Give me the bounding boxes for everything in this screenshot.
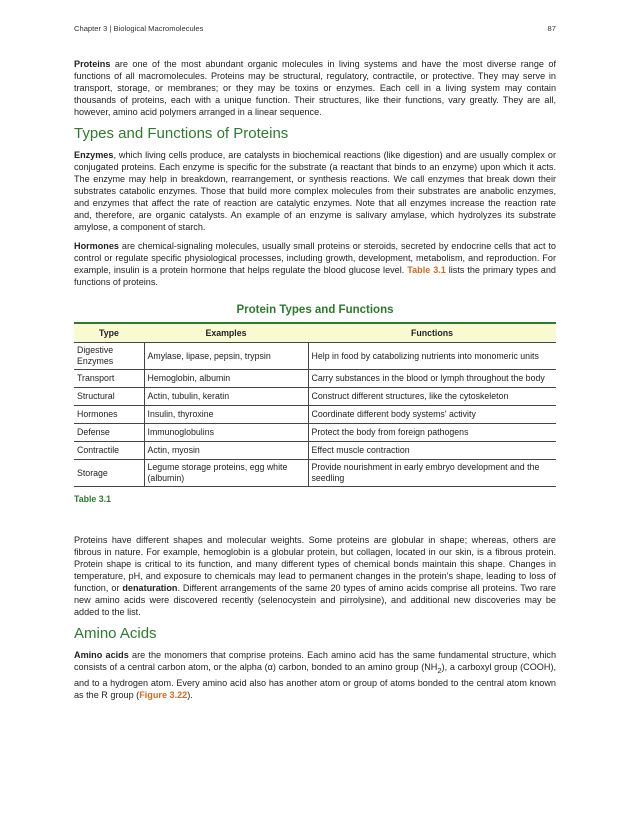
cell-functions: Protect the body from foreign pathogens (308, 424, 556, 442)
table-row (74, 424, 556, 442)
cell-examples: Actin, tubulin, keratin (144, 388, 308, 406)
term-hormones: Hormones (74, 241, 119, 251)
cell-functions: Help in food by catabolizing nutrients into monomeric units (308, 343, 556, 370)
page-content (74, 58, 556, 708)
cell-functions: Provide nourishment in early embryo development and the seedling (308, 460, 556, 487)
protein-types-table (74, 322, 556, 487)
table-row (74, 370, 556, 388)
table-row (74, 406, 556, 424)
hormones-paragraph: Hormones are chemical-signaling molecules, usually small proteins or steroids, secreted by endocrine cells that act to control or regulate specific physiological processes, including growth, development, metabolism, and reproduction. For example, insulin is a protein hormone that helps regulate the blood glucose level. Table 3.1 lists the primary types and functions of proteins. (74, 241, 556, 287)
cell-examples: Actin, myosin (144, 442, 308, 460)
cell-examples: Amylase, lipase, pepsin, trypsin (144, 343, 308, 370)
table-row (74, 460, 556, 487)
table-row (74, 388, 556, 406)
cell-examples: Hemoglobin, albumin (144, 370, 308, 388)
header-type: Type (74, 323, 144, 343)
cell-type: Storage (74, 460, 144, 487)
header-examples: Examples (144, 323, 308, 343)
cell-type: Transport (74, 370, 144, 388)
chapter-title: Chapter 3 | Biological Macromolecules (74, 24, 204, 33)
shape-paragraph: Proteins have different shapes and molecular weights. Some proteins are globular in shape; whereas, others are fibrous in nature. For example, hemoglobin is a globular protein, but collagen, located in our skin, is a fibrous protein. Protein shape is critical to its function, and many different types of chemical bonds maintain this shape. Changes in temperature, pH, and exposure to chemicals may lead to permanent changes in the protein's shape, leading to loss of function, or denaturation. Different arrangements of the same 20 types of amino acids comprise all proteins. Two rare new amino acids were discovered recently (selenocystein and pirrolysine), and additional new discoveries may be added to the list. (74, 535, 556, 617)
term-enzymes: Enzymes (74, 150, 114, 160)
section-heading-types: Types and Functions of Proteins (74, 125, 289, 142)
cell-functions: Effect muscle contraction (308, 442, 556, 460)
cell-type: Defense (74, 424, 144, 442)
cell-type: Structural (74, 388, 144, 406)
table-caption: Table 3.1 (74, 494, 111, 504)
intro-paragraph: Proteins are one of the most abundant organic molecules in living systems and have the most diverse range of functions of all macromolecules. Proteins may be structural, regulatory, contractile, or protective. They may serve in transport, storage, or membranes; or they may be toxins or enzymes. Each cell in a living system may contain thousands of proteins, each with a unique function. Their structures, like their functions, vary greatly. They are all, however, amino acid polymers arranged in a linear sequence. (74, 59, 556, 117)
cell-type: Hormones (74, 406, 144, 424)
term-denaturation: denaturation (122, 583, 178, 593)
cell-type: Digestive Enzymes (74, 343, 144, 370)
page-number: 87 (547, 24, 556, 33)
cell-type: Contractile (74, 442, 144, 460)
term-proteins: Proteins (74, 59, 111, 69)
cell-examples: Immunoglobulins (144, 424, 308, 442)
table-row (74, 343, 556, 370)
table-header-row (74, 323, 556, 343)
term-amino-acids: Amino acids (74, 650, 129, 660)
cell-examples: Legume storage proteins, egg white (albumin) (144, 460, 308, 487)
section-heading-amino-acids: Amino Acids (74, 625, 157, 642)
table-link[interactable]: Table 3.1 (407, 265, 446, 275)
page-header (74, 24, 556, 33)
subscript-2: 2 (437, 665, 442, 675)
table-title: Protein Types and Functions (236, 304, 394, 316)
cell-functions: Construct different structures, like the cytoskeleton (308, 388, 556, 406)
cell-examples: Insulin, thyroxine (144, 406, 308, 424)
enzymes-paragraph: Enzymes, which living cells produce, are catalysts in biochemical reactions (like digestion) and are usually complex or conjugated proteins. Each enzyme is specific for the substrate (a reactant that binds to an enzyme) upon which it acts. The enzyme may help in breakdown, rearrangement, or synthesis reactions. We call enzymes that break down their substrates catabolic enzymes. Those that build more complex molecules from their substrates are anabolic enzymes, and enzymes that affect the rate of reaction are catalytic enzymes. Note that all enzymes increase the reaction rate and, therefore, are organic catalysts. An example of an enzyme is salivary amylase, which hydrolyzes its substrate amylose, a component of starch. (74, 150, 556, 232)
cell-functions: Carry substances in the blood or lymph throughout the body (308, 370, 556, 388)
amino-acids-paragraph: Amino acids are the monomers that comprise proteins. Each amino acid has the same fundamental structure, which consists of a central carbon atom, or the alpha (α) carbon, bonded to an amino group $(NH_2)$, a carboxyl group (COOH), and to a hydrogen atom. Every amino acid also has another atom or group of atoms bonded to the central atom known as the R group (Figure 3.22). (74, 650, 557, 700)
cell-functions: Coordinate different body systems' activity (308, 406, 556, 424)
table-row (74, 442, 556, 460)
header-functions: Functions (308, 323, 556, 343)
figure-link[interactable]: Figure 3.22 (139, 689, 188, 700)
